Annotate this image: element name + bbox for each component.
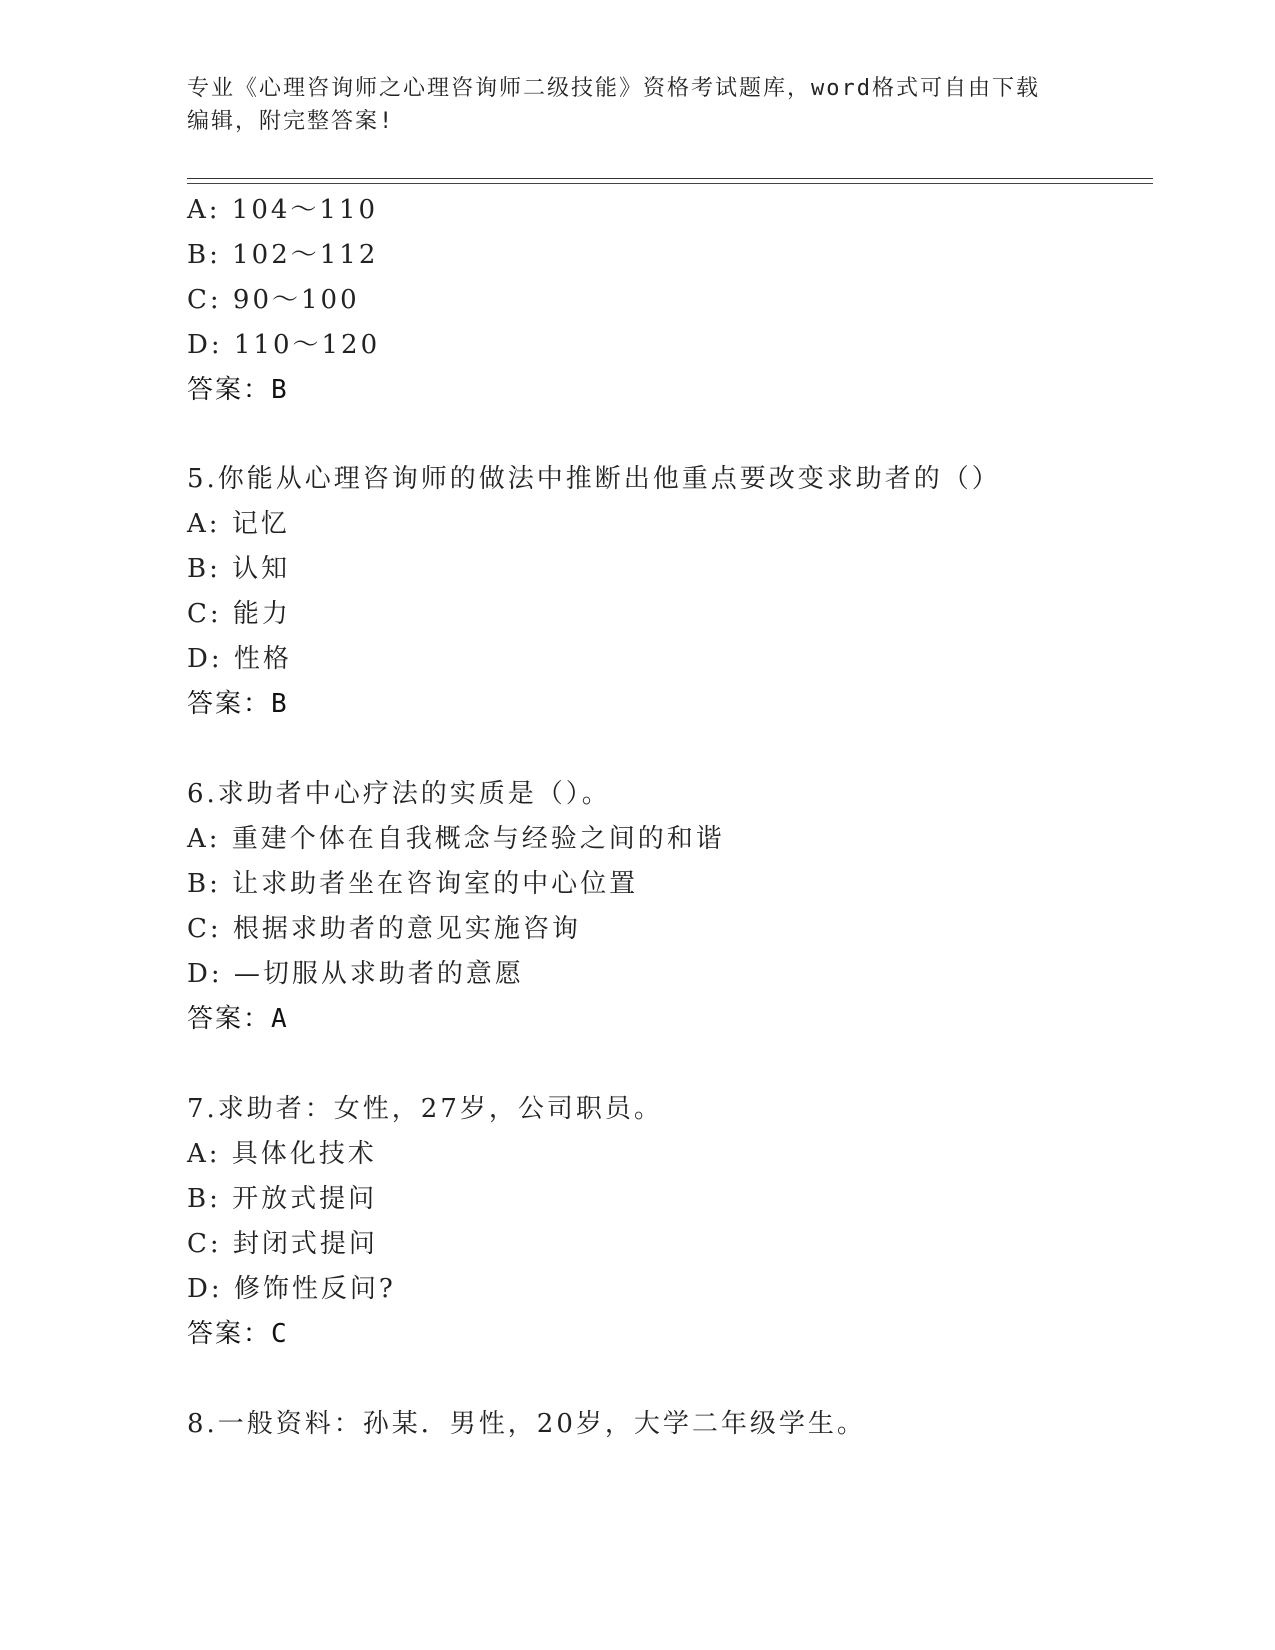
q8-question: 8.一般资料：孙某．男性，20岁，大学二年级学生。 (187, 1409, 866, 1439)
header-line-2: 编辑，附完整答案! (187, 109, 395, 134)
q4-answer: 答案：B (187, 375, 289, 405)
q6-option-d: D: —切服从求助者的意愿 (187, 959, 524, 989)
q6-answer: 答案：A (187, 1004, 289, 1034)
document-header (187, 72, 1087, 138)
q4-option-c: C: 90～100 (187, 285, 360, 315)
q4-option-b: B: 102～112 (187, 240, 379, 270)
q5-option-a: A: 记忆 (187, 509, 290, 539)
q6-option-c: C: 根据求助者的意见实施咨询 (187, 914, 581, 944)
header-line-1: 专业《心理咨询师之心理咨询师二级技能》资格考试题库，word格式可自由下载 (187, 76, 1040, 101)
q6-option-b: B: 让求助者坐在咨询室的中心位置 (187, 869, 639, 899)
q7-option-d: D: 修饰性反问? (187, 1274, 396, 1304)
q7-question: 7.求助者：女性，27岁，公司职员。 (187, 1094, 663, 1124)
q4-option-d: D: 110～120 (187, 330, 381, 360)
q4-option-a: A: 104～110 (187, 195, 379, 225)
q6-question: 6.求助者中心疗法的实质是（）。 (187, 779, 611, 809)
q5-option-c: C: 能力 (187, 599, 291, 629)
header-divider-thin (187, 183, 1153, 184)
q5-question: 5.你能从心理咨询师的做法中推断出他重点要改变求助者的（） (187, 464, 1001, 494)
q5-option-d: D: 性格 (187, 644, 292, 674)
header-divider-thick (187, 178, 1153, 179)
q5-option-b: B: 认知 (187, 554, 291, 584)
q7-option-a: A: 具体化技术 (187, 1139, 377, 1169)
q7-option-c: C: 封闭式提问 (187, 1229, 378, 1259)
q7-answer: 答案：C (187, 1319, 289, 1349)
q5-answer: 答案：B (187, 689, 289, 719)
q7-option-b: B: 开放式提问 (187, 1184, 378, 1214)
q6-option-a: A: 重建个体在自我概念与经验之间的和谐 (187, 824, 725, 854)
